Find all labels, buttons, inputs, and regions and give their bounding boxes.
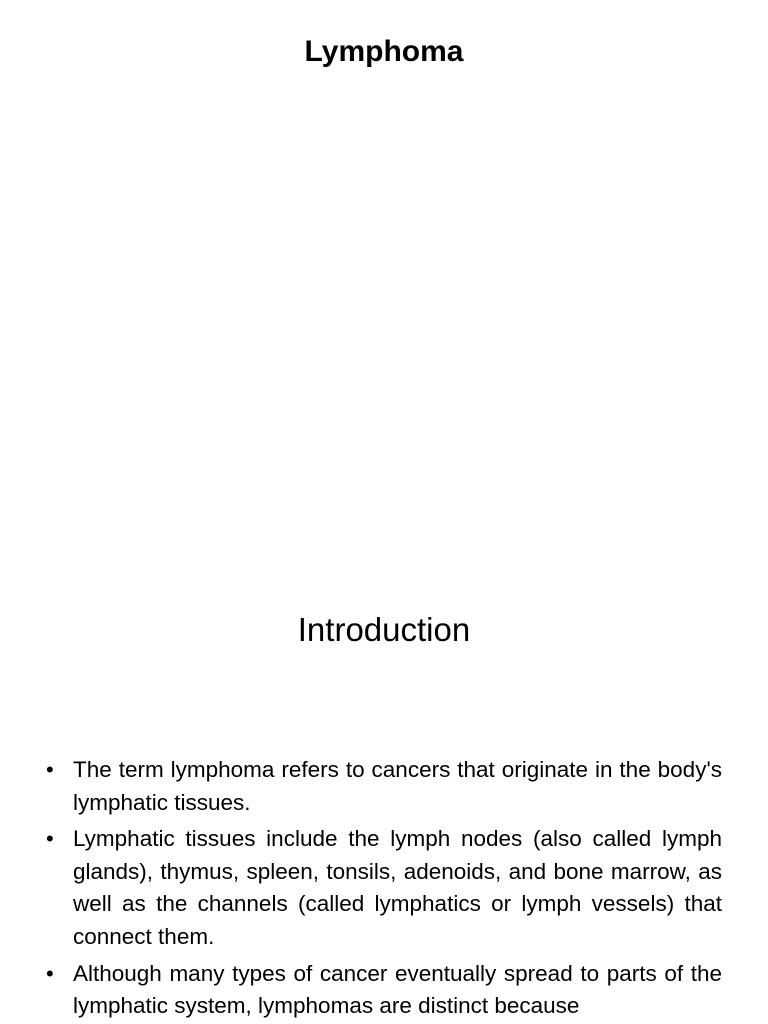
bullet-item bbox=[46, 823, 722, 953]
bullet-icon: • bbox=[46, 826, 54, 852]
bullet-item bbox=[46, 754, 722, 819]
section-heading-introduction: Introduction bbox=[297, 611, 471, 648]
bullet-icon: • bbox=[46, 757, 54, 782]
bullet-text: Although many types of cancer eventually spread to parts of the lymphatic system, lymphomas are distinct because bbox=[73, 960, 722, 1019]
bullet-icon: • bbox=[46, 960, 54, 986]
bullet-text: The term lymphoma refers to cancers that originate in the body's lymphatic tissues. bbox=[73, 757, 722, 815]
page-title: Lymphoma bbox=[304, 35, 464, 68]
bullet-item bbox=[46, 958, 722, 1023]
bullet-text: Lymphatic tissues include the lymph nodes (also called lymph glands), thymus, spleen, tonsils, adenoids, and bone marrow, as well as the channels (called lymphatics or lymph vessels) that connect them. bbox=[73, 826, 722, 949]
bullet-list bbox=[46, 754, 722, 1024]
